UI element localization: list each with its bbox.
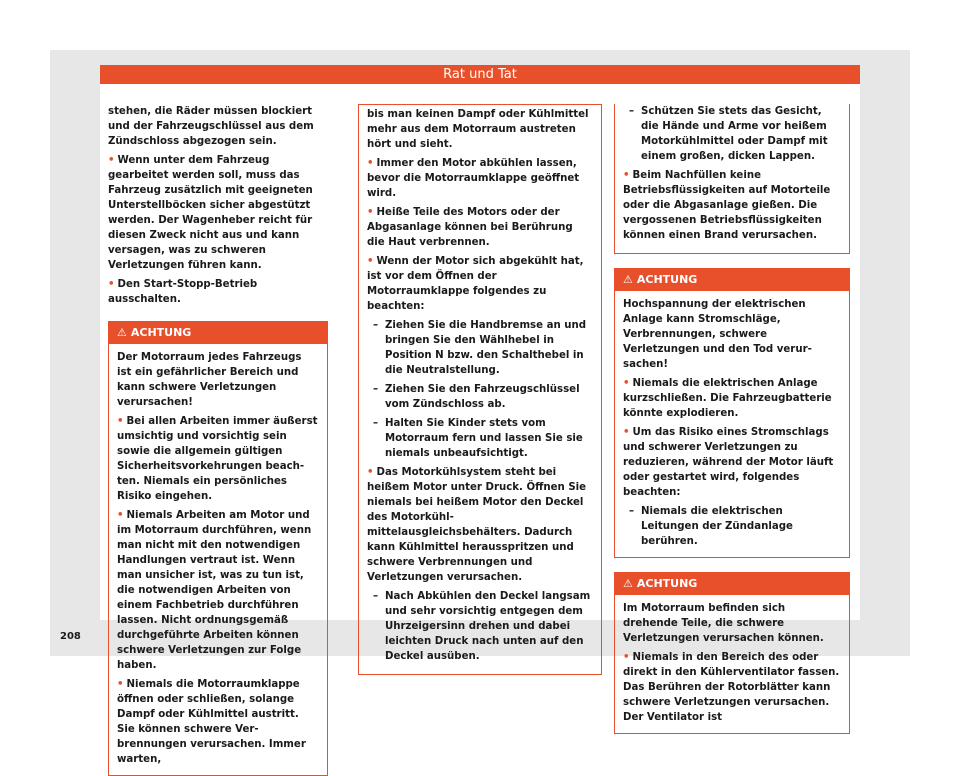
bullet-item: • Niemals Arbeiten am Motor und im Motorraum durchführen, wenn man nicht mit den notwendigen Handlungen vertraut ist. Wenn man unsicher ist, was zu tun ist, die notwendigen Arbeiten von einem Fachbetrieb durchführen lassen. Nicht ordnungsgemäß durchgeführte Arbeiten können schwere Verletzungen zur Folge haben.: [117, 510, 312, 671]
bullet-item: • Wenn unter dem Fahrzeug gearbeitet werden soll, muss das Fahrzeug zusätzlich mit geeigneten Unterstellböcken sicher abgestützt werden. Der Wagenheber reicht für diesen Zweck nicht aus und kann versagen, was zu schweren Verletzungen führen kann.: [108, 155, 313, 271]
column-1: [108, 104, 328, 776]
warning-header: ⚠ ACHTUNG: [109, 322, 327, 344]
paragraph: bis man keinen Dampf oder Kühlmittel mehr aus dem Motorraum austreten hört und sieht.: [367, 109, 589, 150]
bullet-icon: •: [367, 256, 374, 267]
bullet-icon: •: [623, 652, 630, 663]
warning-intro: Im Motorraum befinden sich drehende Teile, die schwere Verletzungen verursachen können.: [623, 603, 824, 644]
bullet-item: • Niemals die elektrischen Anlage kurzschließen. Die Fahrzeugbatterie könnte explodieren.: [623, 378, 832, 419]
warning-header: ⚠ ACHTUNG: [615, 573, 849, 595]
warning-triangle-icon: ⚠: [623, 577, 633, 590]
bullet-item: • Um das Risiko eines Stromschlags und schwerer Verletzungen zu reduzieren, während der Motor läuft oder gestartet wird, folgendes beachten:: [623, 427, 834, 498]
paragraph: stehen, die Räder müssen blockiert und der Fahrzeugschlüssel aus dem Zündschloss abgezogen sein.: [108, 106, 314, 147]
bullet-icon: •: [117, 510, 124, 521]
bullet-item: • Wenn der Motor sich abgekühlt hat, ist vor dem Öffnen der Motorraumklappe folgendes zu beachten:: [367, 256, 584, 312]
bullet-icon: •: [367, 207, 374, 218]
dash-item: – Schützen Sie stets das Gesicht, die Hände und Arme vor heißem Motorkühlmittel oder Dampf mit einem großen, dicken Lappen.: [629, 106, 828, 162]
dash-item: – Ziehen Sie die Handbremse an und bringen Sie den Wählhebel in Position N bzw. den Schalthebel in die Neutralstellung.: [373, 320, 587, 376]
dash-item: – Nach Abkühlen den Deckel langsam und sehr vorsichtig entgegen dem Uhrzeigersinn drehen und dabei leichten Druck nach unten auf den Deckel ausüben.: [373, 591, 591, 662]
continued-box: [614, 104, 850, 254]
warning-triangle-icon: ⚠: [623, 273, 633, 286]
bullet-item: • Niemals in den Bereich des oder direkt in den Kühlerventilator fassen. Das Berühren der Rotorblätter kann schwere Verletzungen verursachen. Der Ventilator ist: [623, 652, 840, 723]
bullet-item: • Niemals die Motorraumklappe öffnen oder schließen, solange Dampf oder Kühlmittel austritt. Sie können schwere Verbrennungen verursachen. Immer warten,: [117, 679, 306, 765]
warning-triangle-icon: ⚠: [117, 326, 127, 339]
bullet-item: • Den Start-Stopp-Betrieb ausschalten.: [108, 279, 258, 305]
dash-item: – Ziehen Sie den Fahrzeugschlüssel vom Zündschloss ab.: [373, 384, 580, 410]
warning-intro: Der Motorraum jedes Fahrzeugs ist ein gefährlicher Bereich und kann schwere Verletzungen verursachen!: [117, 352, 302, 408]
bullet-item: • Immer den Motor abkühlen lassen, bevor die Motorraumklappe geöffnet wird.: [367, 158, 580, 199]
warning-box: [614, 572, 850, 734]
dash-item: – Halten Sie Kinder stets vom Motorraum fern und lassen Sie sie niemals unbeaufsichtigt.: [373, 418, 583, 459]
warning-intro: Hochspannung der elektrischen Anlage kann Stromschläge, Verbrennungen, schwere Verletzungen und den Tod verursachen!: [623, 299, 812, 370]
bullet-icon: •: [117, 416, 124, 427]
bullet-item: • Heiße Teile des Motors oder der Abgasanlage können bei Berührung die Haut verbrennen.: [367, 207, 573, 248]
bullet-icon: •: [623, 427, 630, 438]
bullet-icon: •: [623, 378, 630, 389]
bullet-item: • Beim Nachfüllen keine Betriebsflüssigkeiten auf Motorteile oder die Abgasanlage gießen. Die vergossenen Betriebsflüssigkeiten können einen Brand verursachen.: [623, 170, 831, 241]
bullet-icon: •: [108, 279, 115, 290]
page-number: 208: [60, 631, 81, 642]
bullet-icon: •: [367, 158, 374, 169]
bullet-icon: •: [108, 155, 115, 166]
dash-item: – Niemals die elektrischen Leitungen der Zündanlage berühren.: [629, 506, 793, 547]
warning-box: [614, 268, 850, 558]
bullet-icon: •: [117, 679, 124, 690]
bullet-item: • Das Motorkühlsystem steht bei heißem Motor unter Druck. Öffnen Sie niemals bei heißem Motor den Deckel des Motorkühlmittelausgleichsbehälters. Dadurch kann Kühlmittel herausspritzen und schwere Verbrennungen und Verletzungen verursachen.: [367, 467, 587, 583]
warning-header: ⚠ ACHTUNG: [615, 269, 849, 291]
bullet-icon: •: [367, 467, 374, 478]
column-2: [358, 104, 602, 675]
bullet-item: • Bei allen Arbeiten immer äußerst umsichtig und vorsichtig sein sowie die allgemein gültigen Sicherheitsvorkehrungen beachten. Niemals ein persönliches Risiko eingehen.: [117, 416, 318, 502]
page-header: Rat und Tat: [100, 65, 860, 84]
bullet-icon: •: [623, 170, 630, 181]
column-3: [614, 104, 850, 734]
